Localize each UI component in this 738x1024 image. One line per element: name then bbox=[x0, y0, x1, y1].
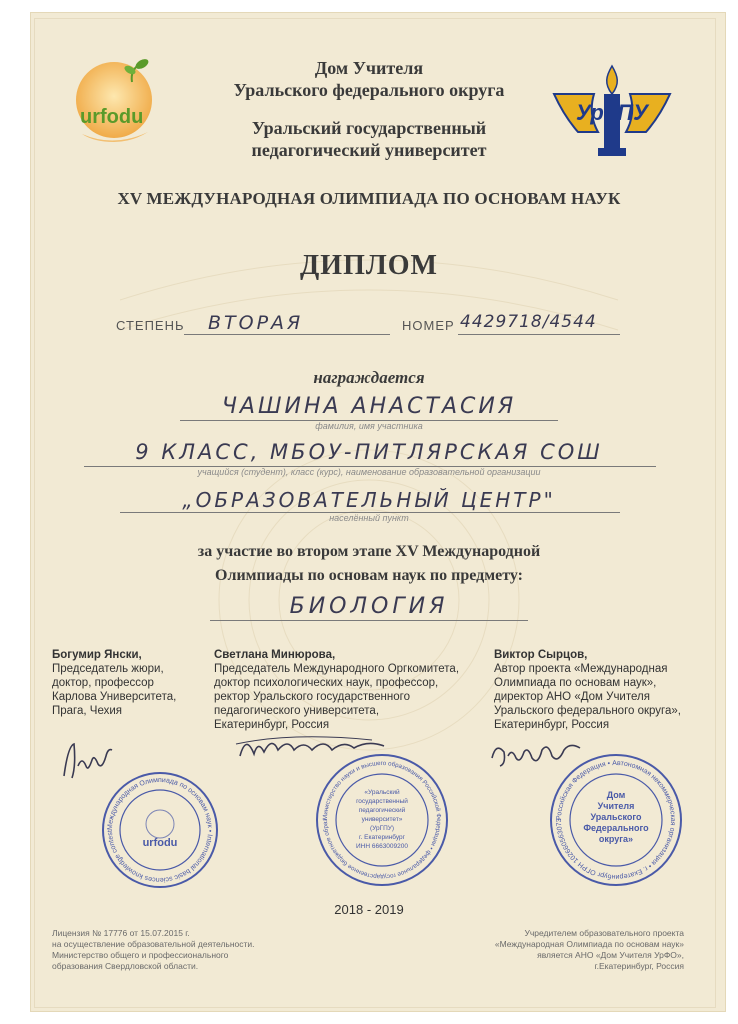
stamp-olympiad-ring-text: Международная Олимпиада по основам наук • International basic sciences knowledge contest bbox=[106, 776, 214, 884]
degree-label: СТЕПЕНЬ bbox=[116, 318, 185, 333]
subject-value: БИОЛОГИЯ bbox=[289, 594, 449, 619]
number-line bbox=[458, 334, 620, 335]
locality-caption: населённый пункт bbox=[329, 513, 409, 523]
stamp-university-line: г. Екатеринбург bbox=[358, 834, 406, 841]
signatory-line: директор АНО «Дом Учителя bbox=[494, 691, 650, 703]
participation-line-2: Олимпиады по основам наук по предмету: bbox=[215, 567, 523, 584]
stamp-university-line: университет» bbox=[361, 816, 403, 823]
signatory-line: Олимпиада по основам наук», bbox=[494, 677, 657, 689]
signatory-line: педагогического университета, bbox=[214, 705, 380, 717]
footer-founder-line: «Международная Олимпиада по основам наук» bbox=[494, 939, 684, 949]
diploma-title: ДИПЛОМ bbox=[300, 250, 438, 281]
signatory-line: Екатеринбург, Россия bbox=[494, 719, 610, 731]
signatory-line: доктор психологических наук, профессор, bbox=[214, 677, 439, 689]
signatory-jury-chair bbox=[52, 648, 212, 718]
university-line-2: педагогический университет bbox=[251, 140, 487, 160]
footer-license-line: Лицензия № 17776 от 15.07.2015 г. bbox=[52, 928, 190, 938]
degree-value: ВТОРАЯ bbox=[208, 312, 304, 334]
footer-license-line: на осуществление образовательной деятельности. bbox=[52, 939, 255, 949]
signatory-name: Светлана Минюрова, bbox=[214, 649, 336, 661]
subject-line bbox=[210, 620, 528, 621]
stamp-teachers-house-line: Дом bbox=[606, 790, 626, 800]
stamp-university-line: государственный bbox=[356, 798, 408, 805]
signatory-line: доктор, профессор bbox=[52, 677, 154, 689]
participation-line-1: за участие во втором этапе XV Международной bbox=[197, 543, 541, 560]
stamp-teachers-house-ring-text: Российская Федерация • Автономная некоммерческая организация • г. Екатеринбург ОГРН 102660563073 bbox=[555, 759, 677, 881]
degree-line bbox=[184, 334, 390, 335]
recipient-name: ЧАШИНА АНАСТАСИЯ bbox=[221, 394, 517, 419]
stamp-olympiad-center-text: urfodu bbox=[142, 837, 178, 849]
school-caption: учащийся (студент), класс (курс), наименование образовательной организации bbox=[197, 467, 541, 477]
signatory-line: Карлова Университета, bbox=[52, 691, 177, 703]
olympiad-title: XV МЕЖДУНАРОДНАЯ ОЛИМПИАДА ПО ОСНОВАМ НАУК bbox=[117, 189, 621, 208]
signatory-line: Екатеринбург, Россия bbox=[214, 719, 330, 731]
university-title bbox=[0, 117, 738, 161]
signatory-line: Автор проекта «Международная bbox=[494, 663, 668, 675]
stamp-olympiad bbox=[100, 770, 220, 895]
signatory-project-author bbox=[494, 648, 704, 732]
signatory-name: Виктор Сырцов, bbox=[494, 649, 588, 661]
signatory-line: Председатель Международного Оргкомитета, bbox=[214, 663, 460, 675]
signatory-line: Председатель жюри, bbox=[52, 663, 164, 675]
organizer-line-2: Уральского федерального округа bbox=[233, 80, 505, 100]
stamp-teachers-house-line: Учителя bbox=[597, 801, 635, 811]
footer-founder-line: г.Екатеринбург, Россия bbox=[594, 961, 684, 971]
stamp-university-line: ИНН 6663009200 bbox=[355, 843, 409, 850]
number-label: НОМЕР bbox=[402, 318, 455, 333]
footer-license-line: образования Свердловской области. bbox=[52, 961, 199, 971]
organizer-line-1: Дом Учителя bbox=[314, 58, 424, 78]
signatory-name: Богумир Янски, bbox=[52, 649, 142, 661]
signatory-orgcommittee-chair bbox=[214, 648, 484, 732]
stamp-teachers-house-line: Федерального bbox=[583, 823, 649, 833]
stamp-university-line: «Уральский bbox=[364, 789, 400, 796]
signatory-line: Прага, Чехия bbox=[52, 705, 122, 717]
stamp-university-line: педагогический bbox=[358, 807, 406, 814]
university-line-1: Уральский государственный bbox=[251, 118, 487, 138]
stamp-teachers-house bbox=[548, 752, 684, 893]
stamp-university-line: (УрГПУ) bbox=[369, 825, 395, 832]
academic-years: 2018 - 2019 bbox=[334, 902, 404, 917]
stamp-university-ring-text: Министерство науки и высшего образования Российской Федерации • федеральное государственное бюджетное образ bbox=[321, 759, 443, 881]
signatory-line: Уральского федерального округа», bbox=[494, 705, 681, 717]
signatory-line: ректор Уральского государственного bbox=[214, 691, 410, 703]
organizer-title bbox=[0, 57, 738, 101]
urgpu-logo-text: УрГПУ bbox=[575, 100, 648, 125]
recipient-caption: фамилия, имя участника bbox=[315, 421, 423, 431]
stamp-teachers-house-line: Уральского bbox=[590, 812, 642, 822]
footer-license-line: Министерство общего и профессионального bbox=[52, 950, 229, 960]
footer-license bbox=[52, 928, 292, 972]
footer-founder bbox=[470, 928, 684, 972]
footer-founder-line: является АНО «Дом Учителя УрФО», bbox=[537, 950, 684, 960]
stamp-university bbox=[314, 752, 450, 893]
awarded-label: награждается bbox=[313, 368, 425, 387]
locality-value: „ОБРАЗОВАТЕЛЬНЫЙ ЦЕНТР" bbox=[182, 488, 556, 512]
stamp-teachers-house-line: округа» bbox=[598, 834, 634, 844]
participation-text bbox=[0, 540, 738, 588]
footer-founder-line: Учредителем образовательного проекта bbox=[524, 928, 684, 938]
number-value: 4429718/4544 bbox=[460, 312, 597, 332]
urfodu-logo-text: urfodu bbox=[80, 106, 144, 128]
school-value: 9 КЛАСС, МБОУ-ПИТЛЯРСКАЯ СОШ bbox=[135, 440, 603, 464]
